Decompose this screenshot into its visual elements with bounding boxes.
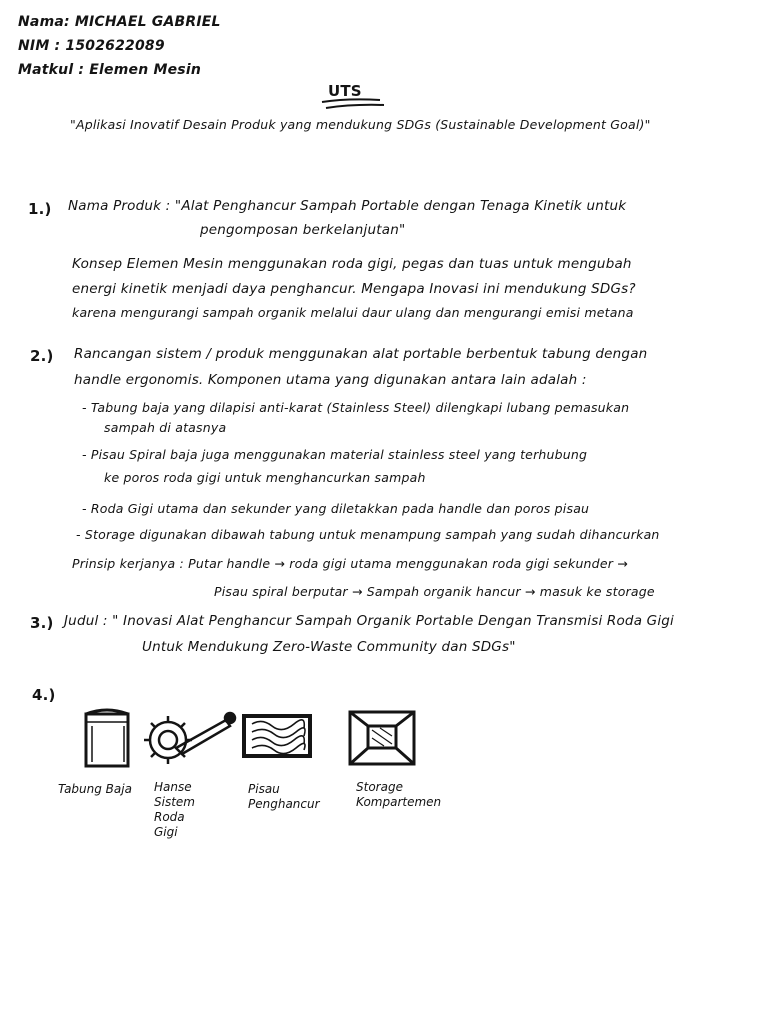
- q2-line1: Rancangan sistem / produk menggunakan alat portable berbentuk tabung dengan: [74, 346, 648, 362]
- q3-number: 3.): [30, 614, 54, 632]
- nim-line: NIM : 1502622089: [18, 38, 165, 54]
- q2-bullet-3: - Roda Gigi utama dan sekunder yang diletakkan pada handle dan poros pisau: [82, 501, 590, 516]
- q1-paragraph-1: Konsep Elemen Mesin menggunakan roda gigi, pegas dan tuas untuk mengubah: [72, 256, 632, 272]
- q2-bullet-2a: - Pisau Spiral baja juga menggunakan material stainless steel yang terhubung: [82, 447, 588, 462]
- q3-line2: Untuk Mendukung Zero-Waste Community dan SDGs": [142, 639, 516, 655]
- label-tabung-baja: Tabung Baja: [58, 782, 132, 796]
- storage-kompartemen-sketch: [346, 708, 418, 768]
- q1-line1: Nama Produk : "Alat Penghancur Sampah Portable dengan Tenaga Kinetik untuk: [68, 198, 627, 214]
- label-storage-kompartemen: Storage Kompartemen: [356, 780, 442, 809]
- q1-line2: pengomposan berkelanjutan": [200, 222, 406, 238]
- q2-bullet-1b: sampah di atasnya: [104, 420, 227, 435]
- label-handle-sistem-roda-gigi: Hanse Sistem Roda Gigi: [154, 780, 195, 839]
- handle-gear-sketch: [140, 708, 240, 774]
- exam-title: UTS: [328, 82, 362, 100]
- topic-line: "Aplikasi Inovatif Desain Produk yang mendukung SDGs (Sustainable Development Goal)": [70, 117, 651, 132]
- q2-bullet-1a: - Tabung baja yang dilapisi anti-karat (Stainless Steel) dilengkapi lubang pemasukan: [82, 400, 630, 415]
- q3-line1: Judul : " Inovasi Alat Penghancur Sampah Organik Portable Dengan Transmisi Roda Gigi: [64, 613, 674, 629]
- q2-bullet-4: - Storage digunakan dibawah tabung untuk menampung sampah yang sudah dihancurkan: [76, 527, 660, 542]
- q1-paragraph-3: karena mengurangi sampah organik melalui daur ulang dan mengurangi emisi metana: [72, 305, 634, 320]
- q2-principle-2: Pisau spiral berputar → Sampah organik hancur → masuk ke storage: [214, 584, 655, 599]
- pisau-penghancur-sketch: [240, 712, 316, 760]
- tabung-baja-sketch: [80, 704, 136, 772]
- title-underline: [318, 96, 388, 114]
- name-line: Nama: MICHAEL GABRIEL: [18, 14, 221, 30]
- q2-number: 2.): [30, 347, 54, 365]
- label-pisau-penghancur: Pisau Penghancur: [248, 782, 320, 811]
- matkul-line: Matkul : Elemen Mesin: [18, 62, 202, 78]
- q2-principle-1: Prinsip kerjanya : Putar handle → roda gigi utama menggunakan roda gigi sekunder →: [72, 556, 628, 571]
- q4-number: 4.): [32, 686, 56, 704]
- q1-paragraph-2: energi kinetik menjadi daya penghancur. Mengapa Inovasi ini mendukung SDGs?: [72, 281, 636, 297]
- q1-number: 1.): [28, 200, 52, 218]
- q2-bullet-2b: ke poros roda gigi untuk menghancurkan sampah: [104, 470, 426, 485]
- q2-line2: handle ergonomis. Komponen utama yang digunakan antara lain adalah :: [74, 372, 587, 388]
